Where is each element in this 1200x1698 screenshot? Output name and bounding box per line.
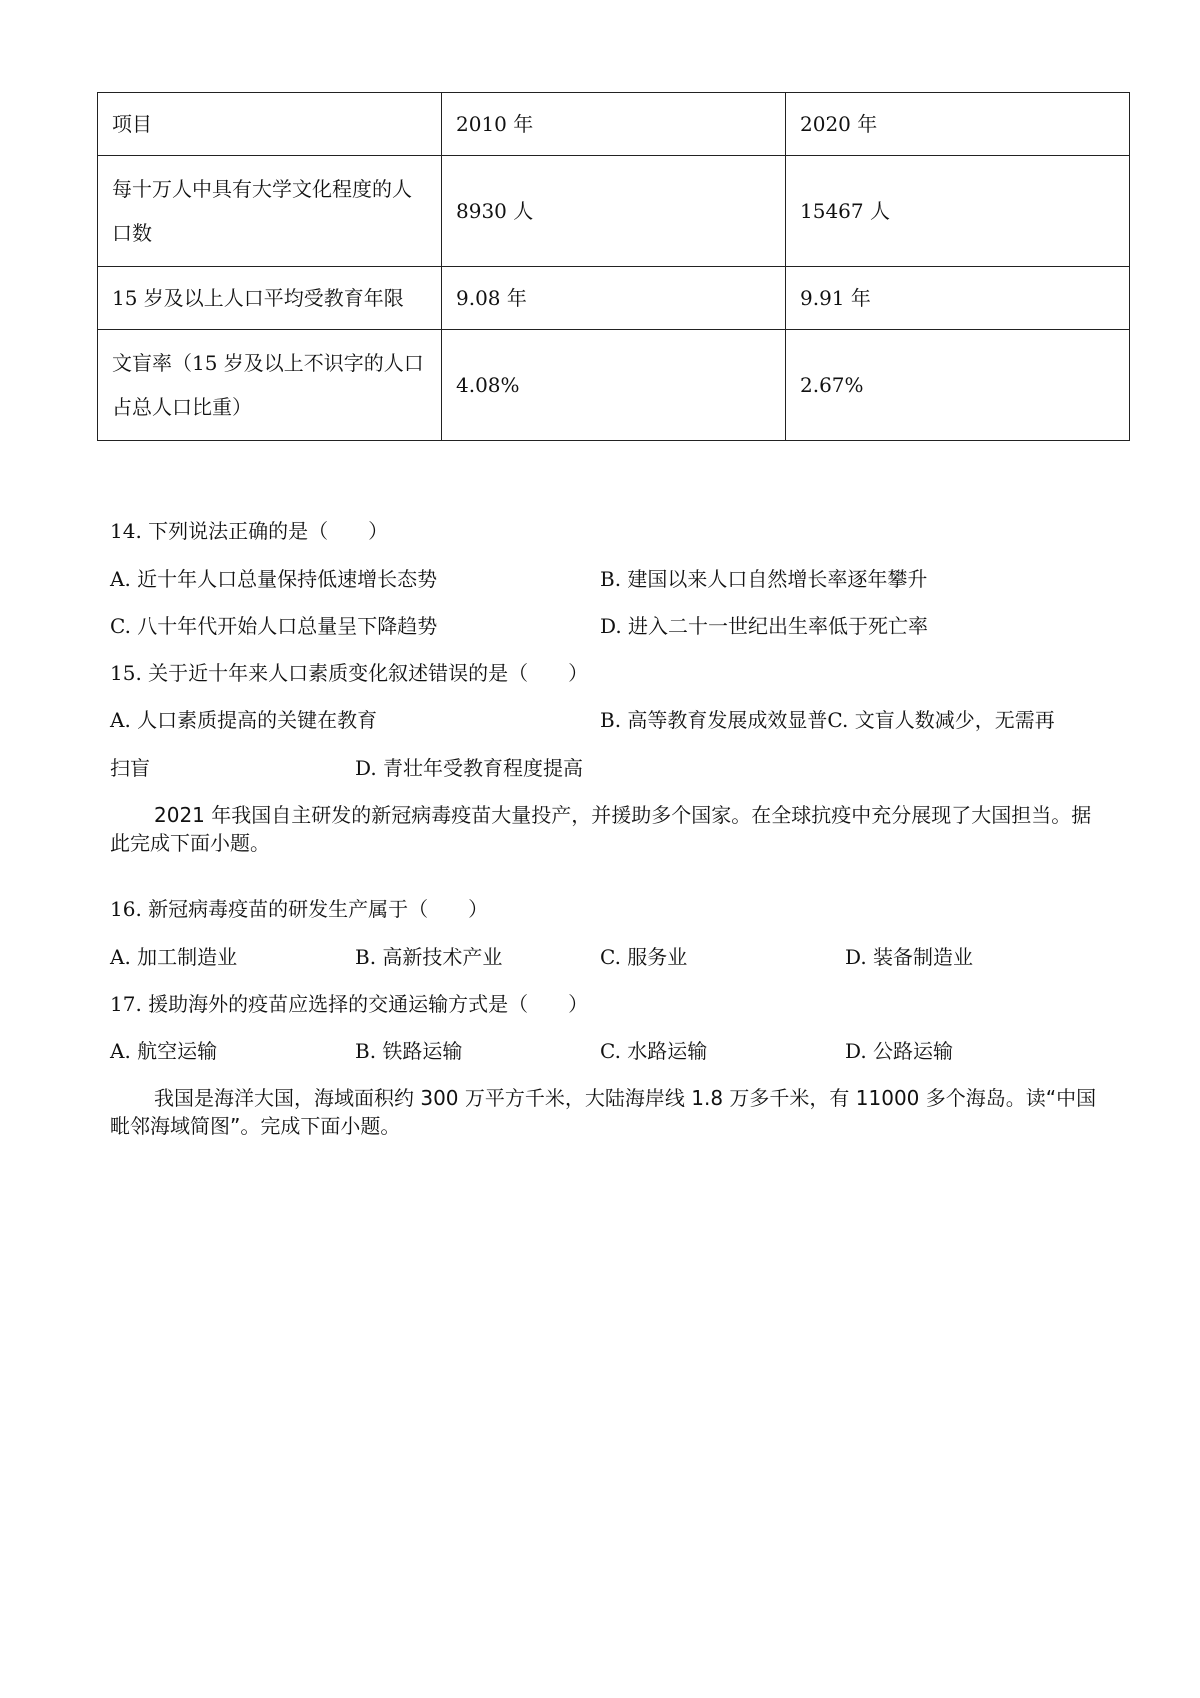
q15-option-c-continued: 扫盲	[110, 756, 150, 780]
table-cell-value: 8930 人	[442, 156, 786, 267]
table-cell-label: 15 岁及以上人口平均受教育年限	[98, 267, 442, 330]
passage-vaccine-text: 2021 年我国自主研发的新冠病毒疫苗大量投产，并援助多个国家。在全球抗疫中充分展现了大国担当。据此完成下面小题。	[110, 803, 1092, 855]
q14-option-d[interactable]: D. 进入二十一世纪出生率低于死亡率	[600, 614, 929, 638]
table-cell-value: 2.67%	[786, 330, 1130, 441]
q16-option-c[interactable]: C. 服务业	[600, 945, 688, 969]
table-cell-value: 9.08 年	[442, 267, 786, 330]
q14-option-b[interactable]: B. 建国以来人口自然增长率逐年攀升	[600, 567, 928, 591]
question-16-stem: 16. 新冠病毒疫苗的研发生产属于（ ）	[110, 897, 489, 921]
table-cell-value: 4.08%	[442, 330, 786, 441]
q15-option-d[interactable]: D. 青壮年受教育程度提高	[355, 756, 584, 780]
table-cell-value: 15467 人	[786, 156, 1130, 267]
passage-ocean	[110, 1084, 1100, 1140]
q16-option-a[interactable]: A. 加工制造业	[110, 945, 238, 969]
passage-vaccine	[110, 801, 1100, 857]
q15-option-a[interactable]: A. 人口素质提高的关键在教育	[110, 708, 378, 732]
q15-option-b-c[interactable]: B. 高等教育发展成效显普C. 文盲人数减少，无需再	[600, 708, 1055, 732]
table-row	[98, 156, 1130, 267]
table-row	[98, 330, 1130, 441]
passage-ocean-text: 我国是海洋大国，海域面积约 300 万平方千米，大陆海岸线 1.8 万多千米，有 11000 多个海岛。读“中国毗邻海域简图”。完成下面小题。	[110, 1086, 1097, 1138]
table-header-row	[98, 93, 1130, 156]
header-cell-item: 项目	[98, 93, 442, 156]
q17-option-c[interactable]: C. 水路运输	[600, 1039, 708, 1063]
q16-option-b[interactable]: B. 高新技术产业	[355, 945, 503, 969]
q17-option-a[interactable]: A. 航空运输	[110, 1039, 218, 1063]
table-row	[98, 267, 1130, 330]
q14-option-c[interactable]: C. 八十年代开始人口总量呈下降趋势	[110, 614, 438, 638]
question-15-stem: 15. 关于近十年来人口素质变化叙述错误的是（ ）	[110, 661, 589, 685]
q16-option-d[interactable]: D. 装备制造业	[845, 945, 974, 969]
table-cell-value: 9.91 年	[786, 267, 1130, 330]
question-14-stem: 14. 下列说法正确的是（ ）	[110, 519, 389, 543]
q17-option-b[interactable]: B. 铁路运输	[355, 1039, 463, 1063]
q14-option-a[interactable]: A. 近十年人口总量保持低速增长态势	[110, 567, 438, 591]
q17-option-d[interactable]: D. 公路运输	[845, 1039, 954, 1063]
table-cell-label: 文盲率（15 岁及以上不识字的人口占总人口比重）	[98, 330, 442, 441]
education-stats-table	[97, 92, 1130, 441]
header-cell-2010: 2010 年	[442, 93, 786, 156]
header-cell-2020: 2020 年	[786, 93, 1130, 156]
table-cell-label: 每十万人中具有大学文化程度的人口数	[98, 156, 442, 267]
question-17-stem: 17. 援助海外的疫苗应选择的交通运输方式是（ ）	[110, 992, 589, 1016]
